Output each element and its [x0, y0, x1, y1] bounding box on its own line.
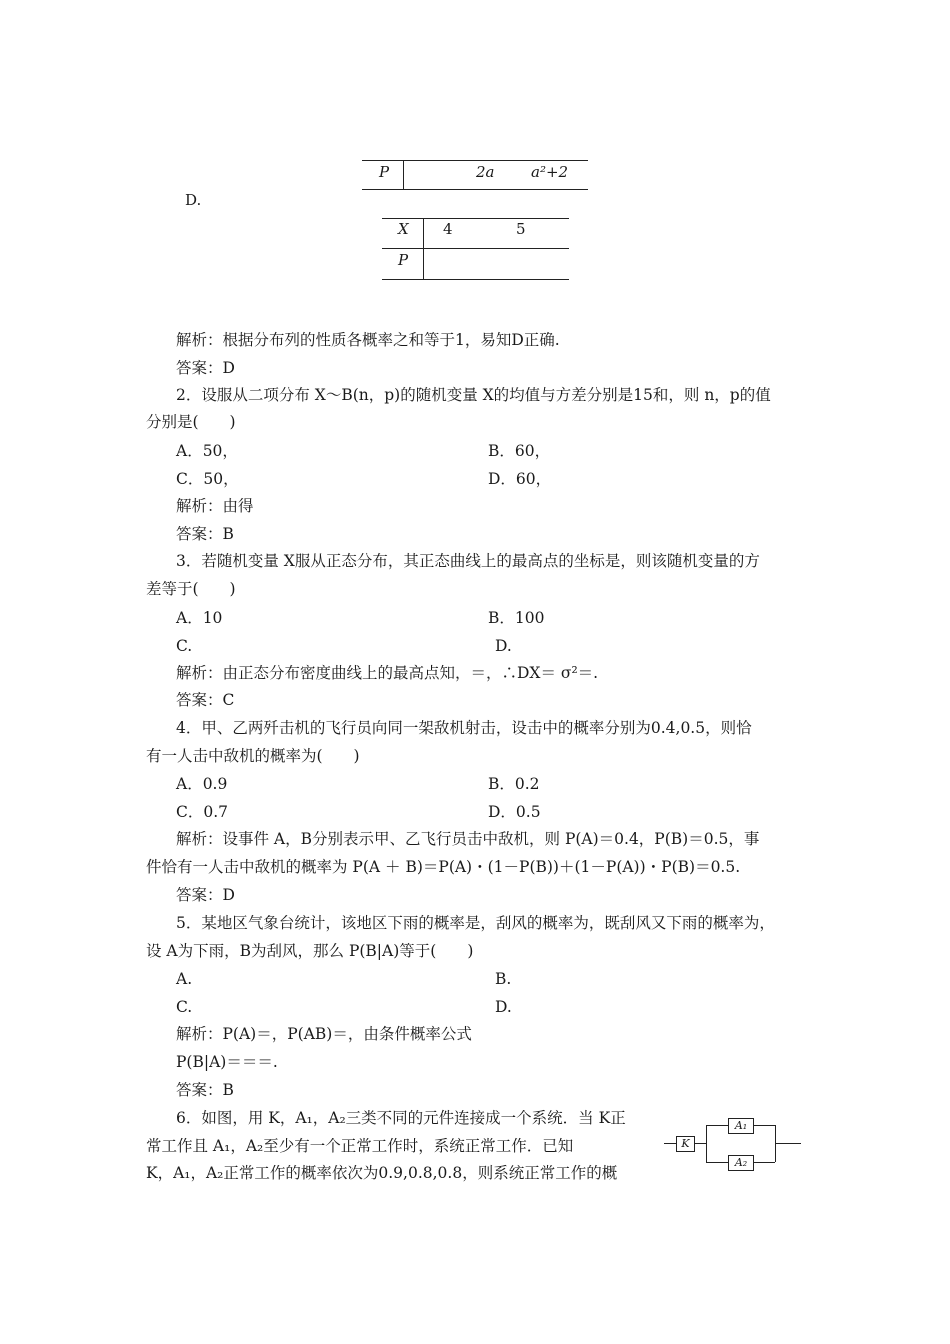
table2-bottom-rule [382, 279, 569, 280]
solution-3: 解析：由正态分布密度曲线上的最高点知，＝，∴DX＝ σ²＝. [176, 664, 599, 682]
wire-k-to-branch [694, 1143, 706, 1144]
wire-top-left [706, 1125, 728, 1126]
component-k: K [676, 1136, 695, 1152]
answer-1: 答案：D [176, 359, 235, 377]
question-6-line-1: 6．如图，用 K，A₁，A₂三类不同的元件连接成一个系统．当 K正 [176, 1109, 626, 1127]
table1-top-rule [362, 160, 588, 161]
solution-1: 解析：根据分布列的性质各概率之和等于1，易知D正确. [176, 331, 560, 349]
q3-option-b: B．100 [488, 609, 545, 627]
table2-mid-rule [382, 248, 569, 249]
wire-bottom-left [706, 1162, 728, 1163]
q3-option-a: A．10 [176, 609, 223, 627]
answer-4: 答案：D [176, 886, 235, 904]
table2-header-x: X [398, 220, 409, 238]
table2-divider [423, 218, 424, 280]
solution-5-line-2: P(B|A)＝＝＝. [176, 1053, 278, 1071]
wire-left-vertical [706, 1125, 707, 1162]
question-6-line-3: K，A₁，A₂正常工作的概率依次为0.9,0.8,0.8，则系统正常工作的概 [146, 1164, 618, 1182]
answer-5: 答案：B [176, 1081, 234, 1099]
q4-option-b: B．0.2 [488, 775, 540, 793]
wire-bottom-right [753, 1162, 775, 1163]
table1-cell-1: 2a [476, 163, 495, 181]
q4-option-c: C．0.7 [176, 803, 229, 821]
q4-option-a: A．0.9 [176, 775, 228, 793]
answer-3: 答案：C [176, 691, 235, 709]
table1-bottom-rule [362, 189, 588, 190]
q5-option-a: A. [176, 970, 193, 988]
q2-option-b: B．60， [488, 442, 551, 460]
answer-2: 答案：B [176, 525, 234, 543]
table2-row-label: P [398, 251, 409, 269]
solution-4-line-1: 解析：设事件 A，B分别表示甲、乙飞行员击中敌机，则 P(A)＝0.4，P(B)＝0.5，事 [176, 830, 760, 848]
table1-cell-2: a²+2 [531, 163, 569, 181]
solution-5-line-1: 解析：P(A)＝，P(AB)＝，由条件概率公式 [176, 1025, 472, 1043]
q2-option-d: D．60， [488, 470, 552, 488]
table2-header-5: 5 [516, 220, 526, 238]
question-2-line-1: 2．设服从二项分布 X～B(n，p)的随机变量 X的均值与方差分别是15和，则 n，p的值 [176, 386, 771, 404]
q5-option-d: D. [495, 998, 512, 1016]
question-4-line-1: 4．甲、乙两歼击机的飞行员向同一架敌机射击，设击中的概率分别为0.4,0.5，则恰 [176, 719, 752, 737]
q3-option-d: D. [495, 637, 512, 655]
wire-left-lead [664, 1143, 676, 1144]
solution-4-line-2: 件恰有一人击中敌机的概率为 P(A ＋ B)＝P(A)・(1－P(B))＋(1－P(A))・P(B)＝0.5. [146, 858, 741, 876]
table1-divider [403, 160, 404, 190]
table2-top-rule [382, 218, 569, 219]
question-4-line-2: 有一人击中敌机的概率为( ) [146, 747, 360, 765]
solution-2: 解析：由得 [176, 497, 254, 515]
q5-option-b: B. [495, 970, 512, 988]
question-5-line-1: 5．某地区气象台统计，该地区下雨的概率是，刮风的概率为，既刮风又下雨的概率为， [176, 914, 775, 932]
component-a2: A₂ [728, 1155, 754, 1171]
q2-option-a: A．50， [176, 442, 238, 460]
wire-top-right [753, 1125, 775, 1126]
question-5-line-2: 设 A为下雨，B为刮风，那么 P(B|A)等于( ) [146, 942, 474, 960]
question-3-line-2: 差等于( ) [146, 580, 236, 598]
component-a1: A₁ [728, 1118, 754, 1134]
q4-option-d: D．0.5 [488, 803, 541, 821]
wire-right-lead [775, 1143, 801, 1144]
q2-option-c: C．50， [176, 470, 239, 488]
question-6-line-2: 常工作且 A₁，A₂至少有一个正常工作时，系统正常工作．已知 [146, 1137, 574, 1155]
q3-option-c: C. [176, 637, 193, 655]
option-d-label: D. [185, 191, 202, 209]
table2-header-4: 4 [443, 220, 453, 238]
question-2-line-2: 分别是( ) [146, 413, 236, 431]
table1-row-label: P [379, 163, 390, 181]
question-3-line-1: 3．若随机变量 X服从正态分布，其正态曲线上的最高点的坐标是，则该随机变量的方 [176, 552, 760, 570]
q5-option-c: C. [176, 998, 193, 1016]
